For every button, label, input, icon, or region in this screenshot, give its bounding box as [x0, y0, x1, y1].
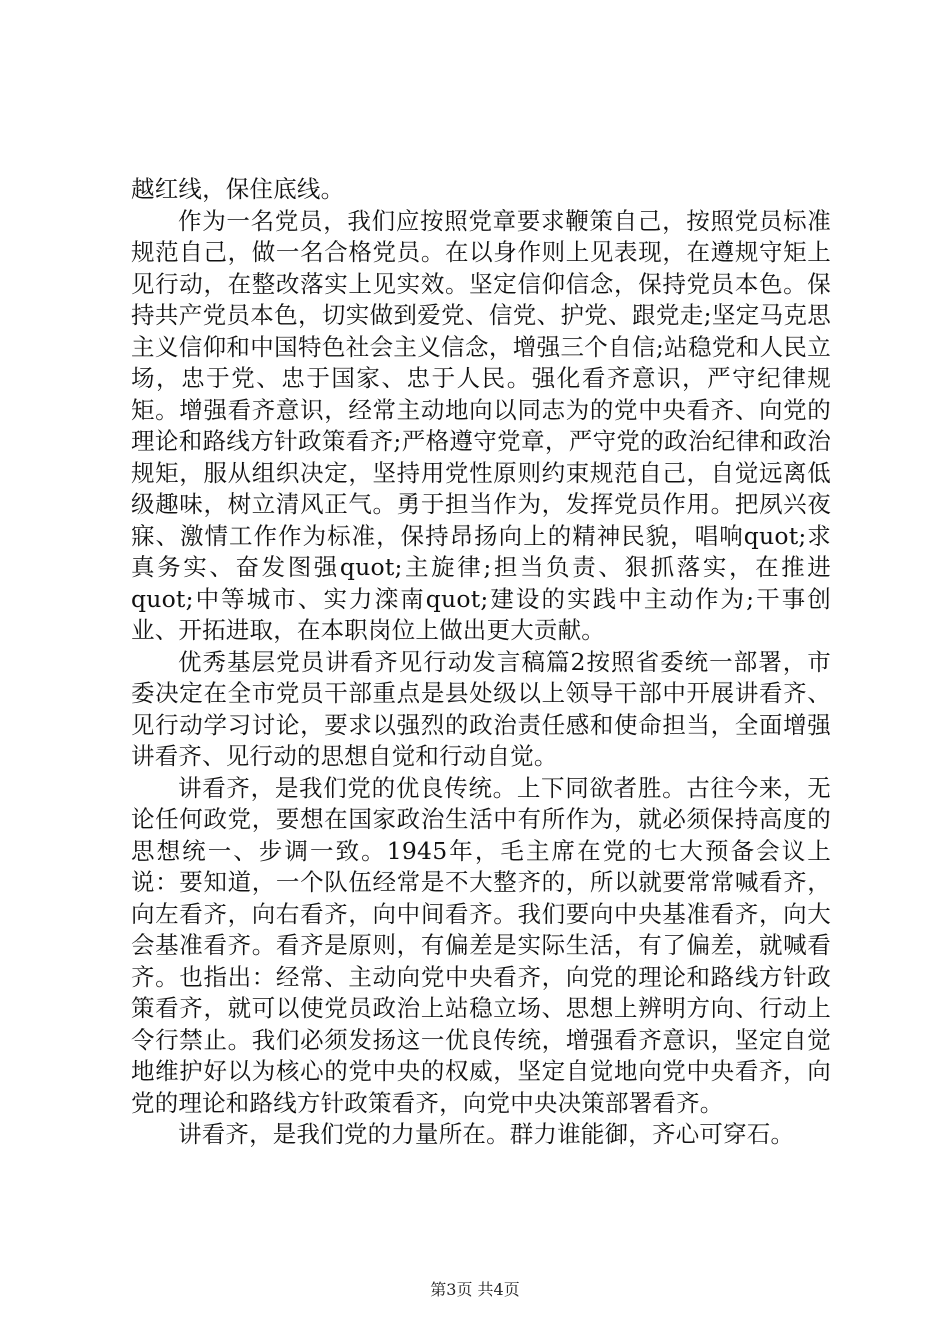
page-footer: 第3页 共4页 [430, 1280, 520, 1299]
paragraph: 讲看齐，是我们党的力量所在。群力谁能御，齐心可穿石。 [178, 1120, 795, 1148]
paragraph: 作为一名党员，我们应按照党章要求鞭策自己，按照党员标准规范自己，做一名合格党员。在以身作则上见表现，在遵规守矩上见行动，在整改落实上见实效。坚定信仰信念，保持党员本色。保持共产党员本色，切实做到爱党、信党、护党、跟党走;坚定马克思主义信仰和中国特色社会主义信念，增强三个自信;站稳党和人民立场，忠于党、忠于国家、忠于人民。强化看齐意识，严守纪律规矩。增强看齐意识，经常主动地向以同志为的党中央看齐、向党的理论和路线方针政策看齐;严格遵守党章，严守党的政治纪律和政治规矩，服从组织决定，坚持用党性原则约束规范自己，自觉远离低级趣味，树立清风正气。勇于担当作为，发挥党员作用。把夙兴夜寐、激情工作作为标准，保持昂扬向上的精神民貌，唱响quot;求真务实、奋发图强quot;主旋律;担当负责、狠抓落实，在推进quot;中等城市、实力滦南quot;建设的实践中主动作为;干事创业、开拓进取，在本职岗位上做出更大贡献。 [131, 206, 831, 644]
paragraph-continuation: 越红线，保住底线。 [131, 175, 345, 203]
paragraph: 优秀基层党员讲看齐见行动发言稿篇2按照省委统一部署，市委决定在全市党员干部重点是县处级以上领导干部中开展讲看齐、见行动学习讨论，要求以强烈的政治责任感和使命担当，全面增强讲看齐、见行动的思想自觉和行动自觉。 [131, 647, 831, 770]
document-body [131, 174, 831, 1151]
paragraph: 讲看齐，是我们党的优良传统。上下同欲者胜。古往今来，无论任何政党，要想在国家政治生活中有所作为，就必须保持高度的思想统一、步调一致。1945年，毛主席在党的七大预备会议上说：要知道，一个队伍经常是不大整齐的，所以就要常常喊看齐，向左看齐，向右看齐，向中间看齐。我们要向中央基准看齐，向大会基准看齐。看齐是原则，有偏差是实际生活，有了偏差，就喊看齐。也指出：经常、主动向党中央看齐，向党的理论和路线方针政策看齐，就可以使党员政治上站稳立场、思想上辨明方向、行动上令行禁止。我们必须发扬这一优良传统，增强看齐意识，坚定自觉地维护好以为核心的党中央的权威，坚定自觉地向党中央看齐，向党的理论和路线方针政策看齐，向党中央决策部署看齐。 [131, 773, 831, 1117]
